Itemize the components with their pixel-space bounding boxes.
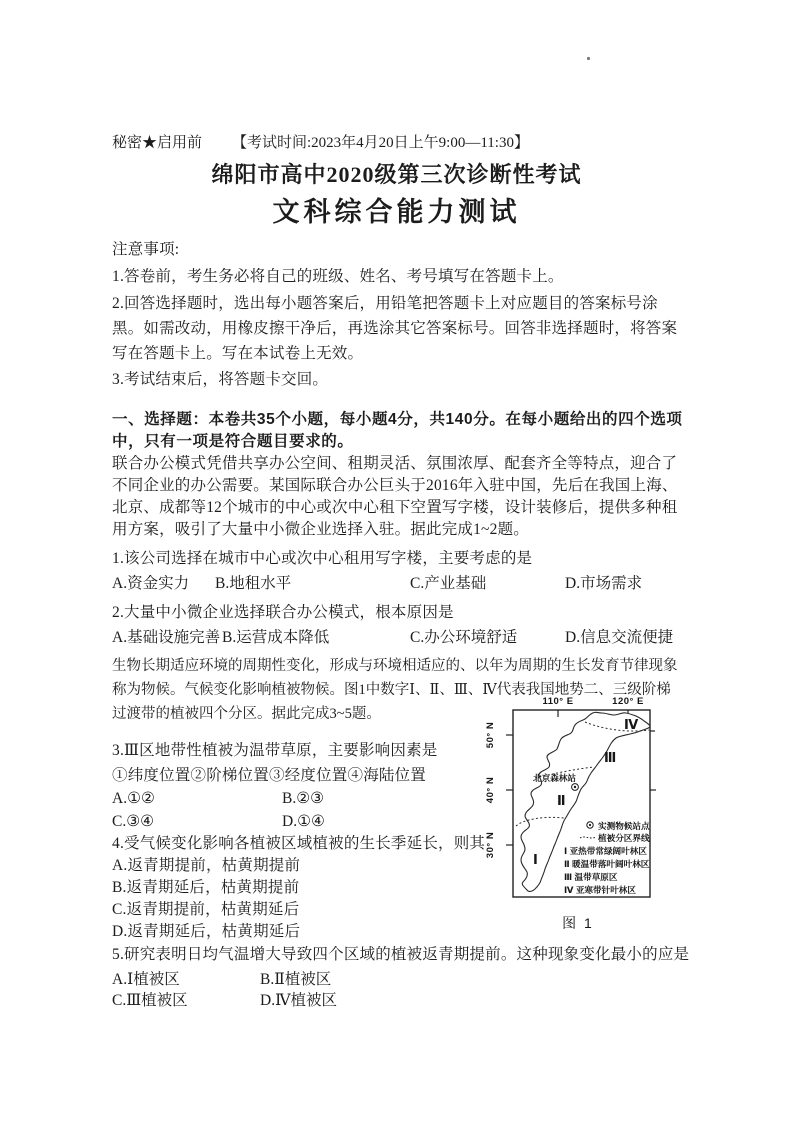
map-region-label-1: Ⅰ (533, 852, 538, 867)
q4-option-b: B.返青期延后，枯黄期提前 (112, 879, 300, 896)
notice-heading: 注意事项: (112, 241, 180, 258)
section-heading-line2: 中，只有一项是符合题目要求的。 (112, 433, 354, 450)
q4-option-d: D.返青期延后，枯黄期延后 (112, 923, 301, 940)
notice-line: 黑。如需改动，用橡皮擦干净后，再选涂其它答案标号。回答非选择题时，将答案 (112, 320, 678, 337)
q1-option-a: A.资金实力 (112, 575, 190, 592)
question3-subitems: ①纬度位置②阶梯位置③经度位置④海陆位置 (112, 767, 427, 784)
notice-line: 1.答卷前，考生务必将自己的班级、姓名、考号填写在答题卡上。 (112, 268, 564, 285)
q2-option-c: C.办公环境舒适 (410, 629, 518, 646)
passage2-line: 生物长期适应环境的周期性变化，形成与环境相适应的、以年为周期的生长发育节律现象 (112, 658, 678, 674)
question5-options-row2 (112, 988, 732, 1008)
passage1-line: 联合办公模式凭借共享办公空间、租期灵活、氛围浓厚、配套齐全等特点，迎合了 (112, 455, 678, 472)
header-row (112, 131, 529, 152)
question2-options (112, 625, 732, 645)
legend-region4-label: Ⅳ 亚寒带针叶林区 (564, 885, 636, 895)
q1-option-b: B.地租水平 (215, 575, 292, 592)
q4-option-a: A.返青期提前，枯黄期提前 (112, 857, 301, 874)
legend-region2-label: Ⅱ 暖温带落叶阔叶林区 (564, 859, 650, 869)
map-station-label: 北京森林站 (533, 773, 576, 783)
passage1-line: 用方案，吸引了大量中小微企业选择入驻。据此完成1~2题。 (112, 521, 529, 538)
map-lat-label-30n: 30° N (485, 831, 496, 859)
q1-option-c: C.产业基础 (410, 575, 487, 592)
exam-title-line1: 绵阳市高中2020级第三次诊断性考试 (211, 162, 582, 187)
passage2-line: 称为物候。气候变化影响植被物候。图1中数字Ⅰ、Ⅱ、Ⅲ、Ⅳ代表我国地势二、三级阶梯 (112, 682, 671, 698)
q2-option-a: A.基础设施完善 (112, 629, 221, 646)
question3-stem: 3.Ⅲ区地带性植被为温带草原，主要影响因素是 (112, 742, 438, 759)
question5-stem: 5.研究表明日均气温增大导致四个区域的植被返青期提前。这种现象变化最小的应是 (112, 946, 690, 963)
legend-boundary-label: 植被分区界线 (598, 833, 650, 843)
map-region-label-2: Ⅱ (557, 793, 566, 808)
question1-stem: 1.该公司选择在城市中心或次中心租用写字楼，主要考虑的是 (112, 550, 533, 567)
map-lon-label-110e: 110° E (542, 696, 574, 707)
notice-line: 2.回答选择题时，选出每小题答案后，用铅笔把答题卡上对应题目的答案标号涂 (112, 295, 658, 312)
question4-stem: 4.受气候变化影响各植被区域植被的生长季延长，则其 (112, 835, 486, 852)
q3-option-a: A.①② (112, 790, 155, 807)
map-lat-label-40n: 40° N (485, 776, 496, 804)
question5-options-row1 (112, 967, 732, 987)
notice-line: 3.考试结束后，将答题卡交回。 (112, 371, 329, 388)
question2-stem: 2.大量中小微企业选择联合办公模式，根本原因是 (112, 604, 454, 621)
map-region-label-4: Ⅳ (624, 717, 639, 732)
passage1-line: 不同企业的办公需要。某国际联合办公巨头于2016年入驻中国，先后在我国上海、 (112, 477, 678, 494)
q5-option-c: C.Ⅲ植被区 (112, 992, 188, 1009)
q5-option-b: B.Ⅱ植被区 (260, 971, 332, 988)
q3-option-d: D.①④ (282, 813, 325, 830)
figure1-caption: 图 1 (562, 915, 594, 931)
passage2-line: 过渡带的植被四个分区。据此完成3~5题。 (112, 706, 381, 722)
exam-title-line2: 文科综合能力测试 (272, 197, 521, 227)
scan-speck (587, 57, 590, 60)
q5-option-d: D.Ⅳ植被区 (260, 992, 338, 1009)
figure1-map (478, 688, 718, 940)
question1-options (112, 571, 732, 591)
map-lon-label-120e: 120° E (612, 696, 644, 707)
q2-option-d: D.信息交流便捷 (565, 629, 674, 646)
q4-option-c: C.返青期提前，枯黄期延后 (112, 901, 300, 918)
legend-station-label: 实测物候站点 (598, 821, 650, 831)
q1-option-d: D.市场需求 (565, 575, 643, 592)
legend-region3-label: Ⅲ 温带草原区 (564, 872, 618, 882)
legend-region1-label: Ⅰ 亚热带常绿阔叶林区 (564, 846, 647, 856)
exam-time-label: 【考试时间:2023年4月20日上午9:00—11:30】 (232, 135, 529, 151)
q2-option-b: B.运营成本降低 (222, 629, 330, 646)
classification-label: 秘密★启用前 (112, 135, 203, 151)
map-lat-label-50n: 50° N (485, 721, 496, 749)
q5-option-a: A.Ⅰ植被区 (112, 971, 180, 988)
q3-option-c: C.③④ (112, 813, 155, 830)
notice-line: 写在答题卡上。写在本试卷上无效。 (112, 345, 364, 362)
map-region-label-3: Ⅲ (604, 750, 617, 765)
section-heading-line1: 一、选择题：本卷共35个小题，每小题4分，共140分。在每小题给出的四个选项 (112, 411, 683, 428)
passage1-line: 北京、成都等12个城市的中心或次中心租下空置写字楼，设计装修后，提供多种租 (112, 499, 678, 516)
q3-option-b: B.②③ (282, 790, 325, 807)
